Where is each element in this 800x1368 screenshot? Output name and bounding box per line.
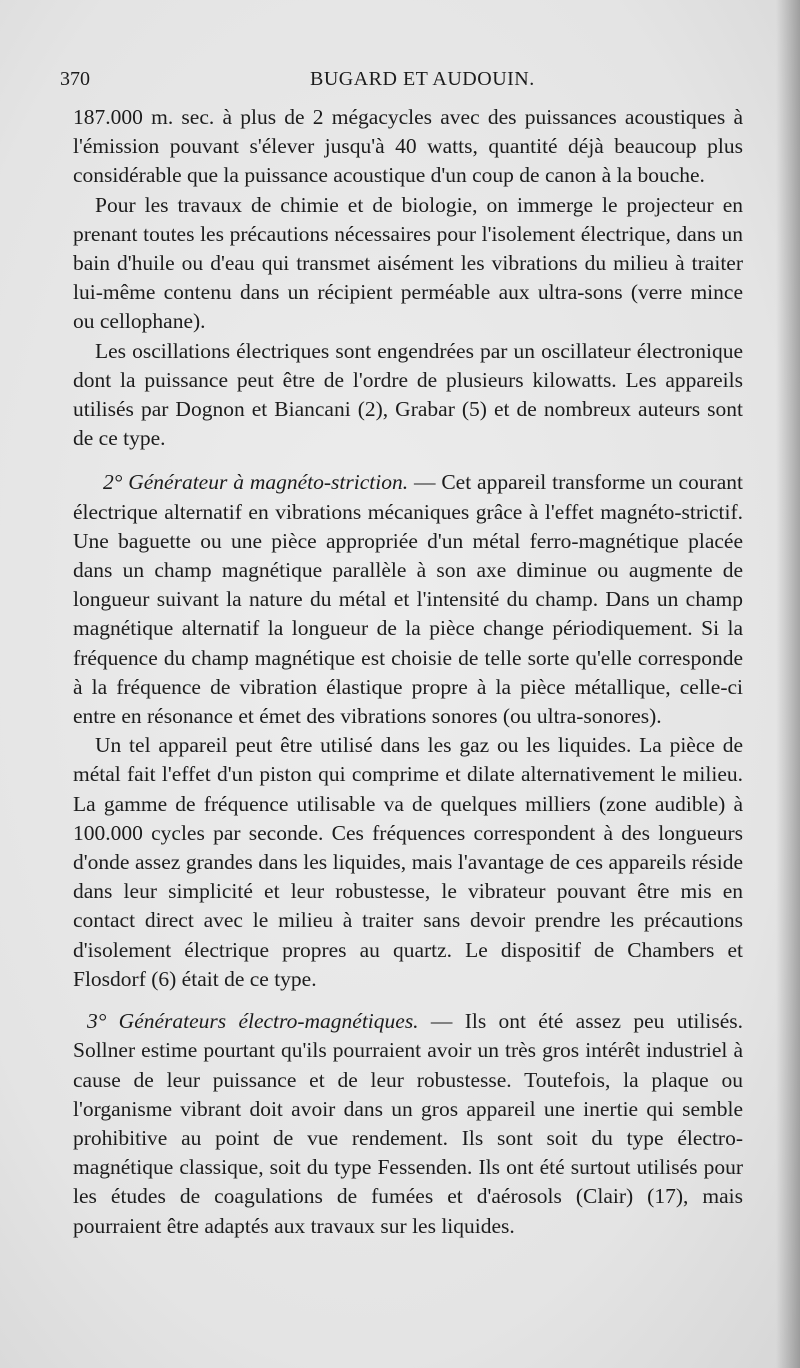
page-number: 370 [60, 68, 90, 90]
paragraph-1 [73, 103, 743, 191]
paragraph-5 [73, 731, 743, 994]
section-heading-magnetostriction: 2° Générateur à magnéto-striction. [103, 470, 409, 495]
paragraph-1-text: 187.000 m. sec. à plus de 2 mégacycles avec des puissances acoustiques à l'émission pouvant s'élever jusqu'à 40 watts, quantité déjà beaucoup plus considérable que la puissance acoustique d'un coup de canon à la bouche. [73, 105, 743, 188]
paragraph-4 [73, 468, 743, 731]
body-text [73, 103, 743, 1241]
running-head: BUGARD ET AUDOUIN. [310, 68, 535, 90]
paragraph-6-text: — Ils ont été assez peu utilisés. Sollner estime pourtant qu'ils pourraient avoir un très gros intérêt industriel à cause de leur puissance et de leur robustesse. Toutefois, la plaque ou l'organisme vibrant doit avoir dans un gros appareil une inertie qui semble prohibitive au point de vue rendement. Ils sont soit du type électro-magnétique classique, soit du type Fessenden. Ils ont été surtout utilisés pour les études de coagulations de fumées et d'aérosols (Clair) (17), mais pourraient être adaptés aux travaux sur les liquides. [73, 1009, 743, 1238]
section-heading-electromagnetic: 3° Générateurs électro-magnétiques. [87, 1009, 419, 1034]
paragraph-5-text: Un tel appareil peut être utilisé dans les gaz ou les liquides. La pièce de métal fait l'effet d'un piston qui comprime et dilate alternativement le milieu. La gamme de fréquence utilisable va de quelques milliers (zone audible) à 100.000 cycles par seconde. Ces fréquences correspondent à des longueurs d'onde assez grandes dans les liquides, mais l'avantage de ces appareils réside dans leur simplicité et leur robustesse, le vibrateur pouvant être mis en contact direct avec le milieu à traiter sans devoir prendre les précautions d'isolement électrique propres au quartz. Le dispositif de Chambers et Flosdorf (6) était de ce type. [73, 733, 743, 991]
paragraph-2-text: Pour les travaux de chimie et de biologie, on immerge le projecteur en prenant toutes les précautions nécessaires pour l'isolement électrique, dans un bain d'huile ou d'eau qui transmet aisément les vibrations du milieu à traiter lui-même contenu dans un récipient perméable aux ultra-sons (verre mince ou cellophane). [73, 192, 743, 334]
paragraph-2 [73, 191, 743, 337]
paragraph-4-text: — Cet appareil transforme un courant électrique alternatif en vibrations mécaniques grâce à l'effet magnéto-strictif. Une baguette ou une pièce appropriée d'un métal ferro-magnétique placée dans un champ magnétique parallèle à son axe diminue ou augmente de longueur suivant la nature du métal et l'intensité du champ. Dans un champ magnétique alternatif la longueur de la pièce change périodiquement. Si la fréquence du champ magnétique est choisie de telle sorte qu'elle corresponde à la fréquence de vibration élastique propre à la pièce métallique, celle-ci entre en résonance et émet des vibrations sonores (ou ultra-sonores). [73, 470, 743, 729]
paragraph-6 [73, 1007, 743, 1241]
paragraph-3-text: Les oscillations électriques sont engendrées par un oscillateur électronique dont la puissance peut être de l'ordre de plusieurs kilowatts. Les appareils utilisés par Dognon et Biancani (2), Grabar (5) et de nombreux auteurs sont de ce type. [73, 338, 743, 451]
page-header [60, 64, 750, 94]
paragraph-3 [73, 337, 743, 454]
